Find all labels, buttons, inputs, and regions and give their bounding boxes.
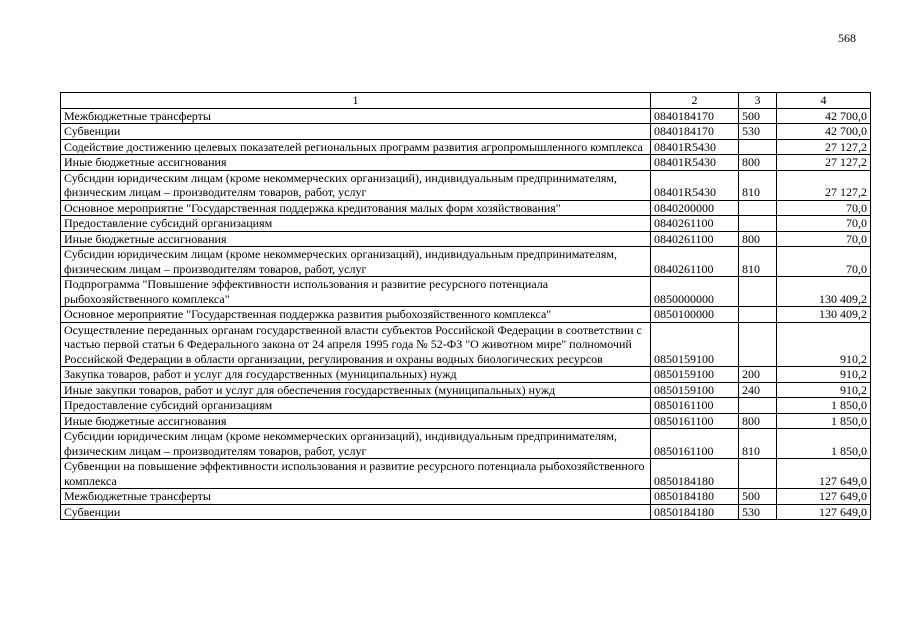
row-code: 0850184180 (651, 504, 739, 520)
row-amount: 27 127,2 (777, 170, 871, 200)
table-row (61, 247, 871, 277)
row-name: Межбюджетные трансферты (61, 489, 651, 505)
row-type (739, 322, 777, 367)
row-amount: 1 850,0 (777, 429, 871, 459)
table-row (61, 155, 871, 171)
row-type (739, 216, 777, 232)
row-type: 500 (739, 108, 777, 124)
row-type (739, 139, 777, 155)
row-code: 0850100000 (651, 307, 739, 323)
row-amount: 1 850,0 (777, 413, 871, 429)
row-amount: 27 127,2 (777, 155, 871, 171)
row-amount: 910,2 (777, 322, 871, 367)
row-amount: 127 649,0 (777, 504, 871, 520)
row-code: 0840200000 (651, 200, 739, 216)
row-type: 800 (739, 231, 777, 247)
column-header-code: 2 (651, 93, 739, 109)
row-amount: 70,0 (777, 200, 871, 216)
table-row (61, 413, 871, 429)
row-code: 0850159100 (651, 382, 739, 398)
row-name: Подпрограмма "Повышение эффективности использования и развитие ресурсного потенциала рыбохозяйственного комплекса" (61, 277, 651, 307)
row-type: 200 (739, 367, 777, 383)
row-name: Субсидии юридическим лицам (кроме некоммерческих организаций), индивидуальным предпринимателям, физическим лицам – производителям товаров, работ, услуг (61, 429, 651, 459)
row-type: 530 (739, 124, 777, 140)
row-name: Субсидии юридическим лицам (кроме некоммерческих организаций), индивидуальным предпринимателям, физическим лицам – производителям товаров, работ, услуг (61, 247, 651, 277)
table-row (61, 489, 871, 505)
row-amount: 910,2 (777, 367, 871, 383)
row-type: 810 (739, 170, 777, 200)
row-code: 08401R5430 (651, 139, 739, 155)
row-amount: 27 127,2 (777, 139, 871, 155)
row-code: 0850161100 (651, 398, 739, 414)
row-type: 810 (739, 429, 777, 459)
row-amount: 1 850,0 (777, 398, 871, 414)
table-row (61, 277, 871, 307)
row-type: 500 (739, 489, 777, 505)
row-code: 0850159100 (651, 367, 739, 383)
row-name: Основное мероприятие "Государственная поддержка кредитования малых форм хозяйствования" (61, 200, 651, 216)
row-type (739, 307, 777, 323)
row-name: Межбюджетные трансферты (61, 108, 651, 124)
table-row (61, 504, 871, 520)
row-name: Субвенции (61, 124, 651, 140)
row-amount: 130 409,2 (777, 307, 871, 323)
table-row (61, 367, 871, 383)
row-code: 0840261100 (651, 231, 739, 247)
row-amount: 70,0 (777, 216, 871, 232)
column-header-amount: 4 (777, 93, 871, 109)
row-amount: 127 649,0 (777, 459, 871, 489)
row-type (739, 277, 777, 307)
table-row (61, 124, 871, 140)
table-row (61, 200, 871, 216)
row-code: 08401R5430 (651, 155, 739, 171)
table-row (61, 231, 871, 247)
row-code: 0840261100 (651, 216, 739, 232)
row-name: Предоставление субсидий организациям (61, 216, 651, 232)
table-row (61, 108, 871, 124)
row-type (739, 398, 777, 414)
row-name: Иные закупки товаров, работ и услуг для обеспечения государственных (муниципальных) нужд (61, 382, 651, 398)
row-amount: 130 409,2 (777, 277, 871, 307)
table-header-row (61, 93, 871, 109)
row-code: 0850159100 (651, 322, 739, 367)
column-header-type: 3 (739, 93, 777, 109)
row-code: 0850000000 (651, 277, 739, 307)
column-header-name: 1 (61, 93, 651, 109)
table-row (61, 429, 871, 459)
row-type: 800 (739, 155, 777, 171)
row-amount: 127 649,0 (777, 489, 871, 505)
row-code: 0840184170 (651, 124, 739, 140)
row-type: 800 (739, 413, 777, 429)
row-name: Иные бюджетные ассигнования (61, 155, 651, 171)
row-code: 0850161100 (651, 413, 739, 429)
row-type (739, 200, 777, 216)
page-number: 568 (838, 31, 856, 45)
row-code: 0850161100 (651, 429, 739, 459)
table-row (61, 216, 871, 232)
table-row (61, 459, 871, 489)
row-code: 0850184180 (651, 459, 739, 489)
row-amount: 42 700,0 (777, 124, 871, 140)
row-name: Иные бюджетные ассигнования (61, 231, 651, 247)
row-name: Основное мероприятие "Государственная поддержка развития рыбохозяйственного комплекса" (61, 307, 651, 323)
row-name: Закупка товаров, работ и услуг для государственных (муниципальных) нужд (61, 367, 651, 383)
row-code: 0840184170 (651, 108, 739, 124)
table-row (61, 322, 871, 367)
row-name: Иные бюджетные ассигнования (61, 413, 651, 429)
table-row (61, 170, 871, 200)
row-type (739, 459, 777, 489)
table-row (61, 398, 871, 414)
row-code: 0850184180 (651, 489, 739, 505)
row-amount: 910,2 (777, 382, 871, 398)
table-row (61, 307, 871, 323)
row-code: 08401R5430 (651, 170, 739, 200)
table-row (61, 139, 871, 155)
row-amount: 42 700,0 (777, 108, 871, 124)
row-type: 530 (739, 504, 777, 520)
row-name: Субвенции на повышение эффективности использования и развитие ресурсного потенциала рыбохозяйственного комплекса (61, 459, 651, 489)
table-row (61, 382, 871, 398)
row-name: Субвенции (61, 504, 651, 520)
row-type: 240 (739, 382, 777, 398)
row-amount: 70,0 (777, 231, 871, 247)
row-type: 810 (739, 247, 777, 277)
budget-table (60, 92, 871, 520)
row-name: Содействие достижению целевых показателей региональных программ развития агропромышленного комплекса (61, 139, 651, 155)
row-name: Предоставление субсидий организациям (61, 398, 651, 414)
row-name: Осуществление переданных органам государственной власти субъектов Российской Федерации в соответствии с частью первой статьи 6 Федерального закона от 24 апреля 1995 года № 52-ФЗ "О животном мире" полномочий Российской Федерации в области организации, регулирования и охраны водных биологических ресурсов (61, 322, 651, 367)
row-code: 0840261100 (651, 247, 739, 277)
row-amount: 70,0 (777, 247, 871, 277)
row-name: Субсидии юридическим лицам (кроме некоммерческих организаций), индивидуальным предпринимателям, физическим лицам – производителям товаров, работ, услуг (61, 170, 651, 200)
